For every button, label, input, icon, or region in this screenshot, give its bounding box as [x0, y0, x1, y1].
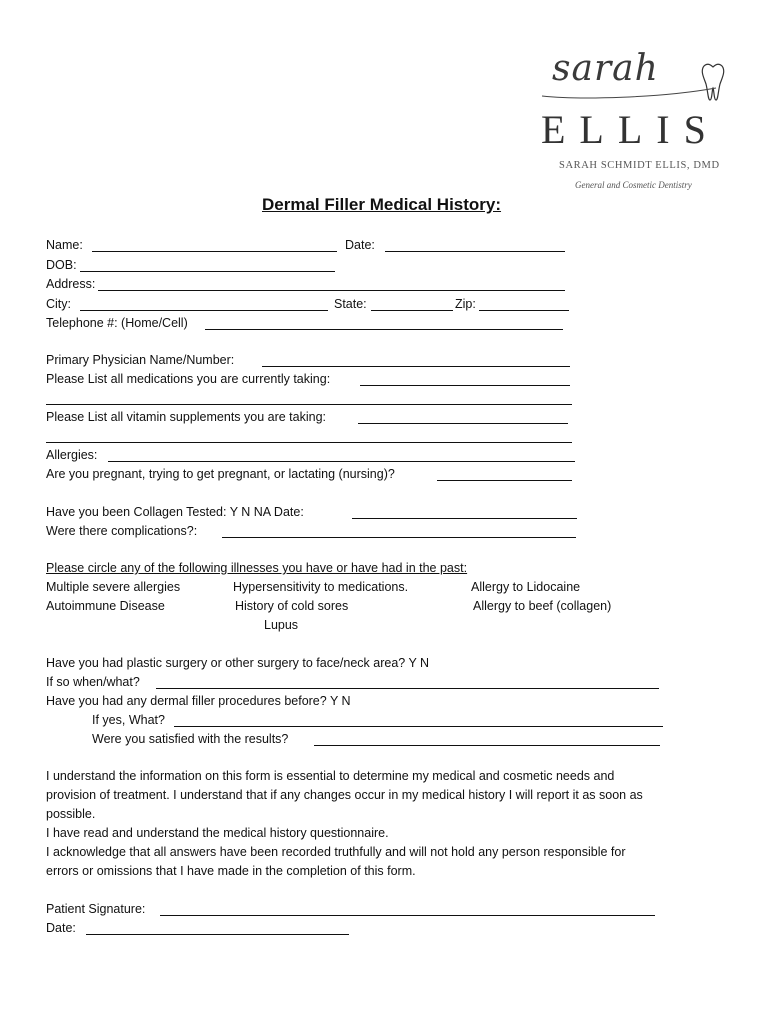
collagen-date-field[interactable] [352, 518, 577, 519]
date-label: Date: [345, 238, 375, 252]
telephone-label: Telephone #: (Home/Cell) [46, 316, 188, 330]
telephone-field[interactable] [205, 329, 563, 330]
medications-field-line-2[interactable] [46, 404, 572, 405]
illnesses-heading: Please circle any of the following illnesses you have or have had in the past: [46, 561, 468, 575]
logo-tagline: General and Cosmetic Dentistry [575, 180, 692, 190]
illness-cold-sores[interactable]: History of cold sores [235, 599, 349, 613]
statement-3-line-1: I acknowledge that all answers have been recorded truthfully and will not hold any person responsible for [46, 845, 626, 859]
name-field[interactable] [92, 251, 337, 252]
statement-3-line-2: errors or omissions that I have made in the completion of this form. [46, 864, 416, 878]
if-yes-what-field[interactable] [174, 726, 663, 727]
satisfied-field[interactable] [314, 745, 660, 746]
illness-lidocaine-allergy[interactable]: Allergy to Lidocaine [471, 580, 581, 594]
state-label: State: [334, 297, 367, 311]
name-label: Name: [46, 238, 83, 252]
statement-1-line-3: possible. [46, 807, 96, 821]
illness-multiple-allergies[interactable]: Multiple severe allergies [46, 580, 181, 594]
patient-signature-label: Patient Signature: [46, 902, 146, 916]
collagen-label: Have you been Collagen Tested: Y N NA Date: [46, 505, 304, 519]
pregnant-field[interactable] [437, 480, 572, 481]
statement-1-line-2: provision of treatment. I understand that if any changes occur in my medical history I will report it as soon as [46, 788, 643, 802]
signature-date-label: Date: [46, 921, 76, 935]
when-what-field[interactable] [156, 688, 659, 689]
statement-2: I have read and understand the medical history questionnaire. [46, 826, 389, 840]
physician-label: Primary Physician Name/Number: [46, 353, 235, 367]
logo-name: ELLIS [541, 107, 720, 152]
filler-label: Have you had any dermal filler procedures before? Y N [46, 694, 351, 708]
illness-hypersensitivity[interactable]: Hypersensitivity to medications. [233, 580, 409, 594]
address-field[interactable] [98, 290, 565, 291]
dob-label: DOB: [46, 258, 77, 272]
medications-field[interactable] [360, 385, 570, 386]
complications-field[interactable] [222, 537, 576, 538]
city-label: City: [46, 297, 71, 311]
illness-beef-allergy[interactable]: Allergy to beef (collagen) [473, 599, 612, 613]
city-field[interactable] [80, 310, 328, 311]
address-label: Address: [46, 277, 96, 291]
supplements-field-line-2[interactable] [46, 442, 572, 443]
allergies-field[interactable] [108, 461, 575, 462]
zip-field[interactable] [479, 310, 569, 311]
allergies-label: Allergies: [46, 448, 98, 462]
state-field[interactable] [371, 310, 453, 311]
supplements-field[interactable] [358, 423, 568, 424]
plastic-surgery-label: Have you had plastic surgery or other surgery to face/neck area? Y N [46, 656, 430, 670]
physician-field[interactable] [262, 366, 570, 367]
if-yes-what-label: If yes, What? [92, 713, 165, 727]
signature-date-field[interactable] [86, 934, 349, 935]
dob-field[interactable] [80, 271, 335, 272]
supplements-label: Please List all vitamin supplements you are taking: [46, 410, 327, 424]
illness-lupus[interactable]: Lupus [264, 618, 299, 632]
pregnant-label: Are you pregnant, trying to get pregnant, or lactating (nursing)? [46, 467, 395, 481]
patient-signature-field[interactable] [160, 915, 655, 916]
logo-subtitle: SARAH SCHMIDT ELLIS, DMD [559, 160, 720, 171]
illness-autoimmune[interactable]: Autoimmune Disease [46, 599, 165, 613]
date-field[interactable] [385, 251, 565, 252]
satisfied-label: Were you satisfied with the results? [92, 732, 289, 746]
statement-1-line-1: I understand the information on this form is essential to determine my medical and cosmetic needs and [46, 769, 615, 783]
when-what-label: If so when/what? [46, 675, 140, 689]
zip-label: Zip: [455, 297, 476, 311]
logo-swash [540, 86, 720, 102]
medications-label: Please List all medications you are currently taking: [46, 372, 331, 386]
form-title: Dermal Filler Medical History: [262, 195, 502, 214]
complications-label: Were there complications?: [46, 524, 198, 538]
logo-script-sarah: sarah [552, 48, 659, 89]
